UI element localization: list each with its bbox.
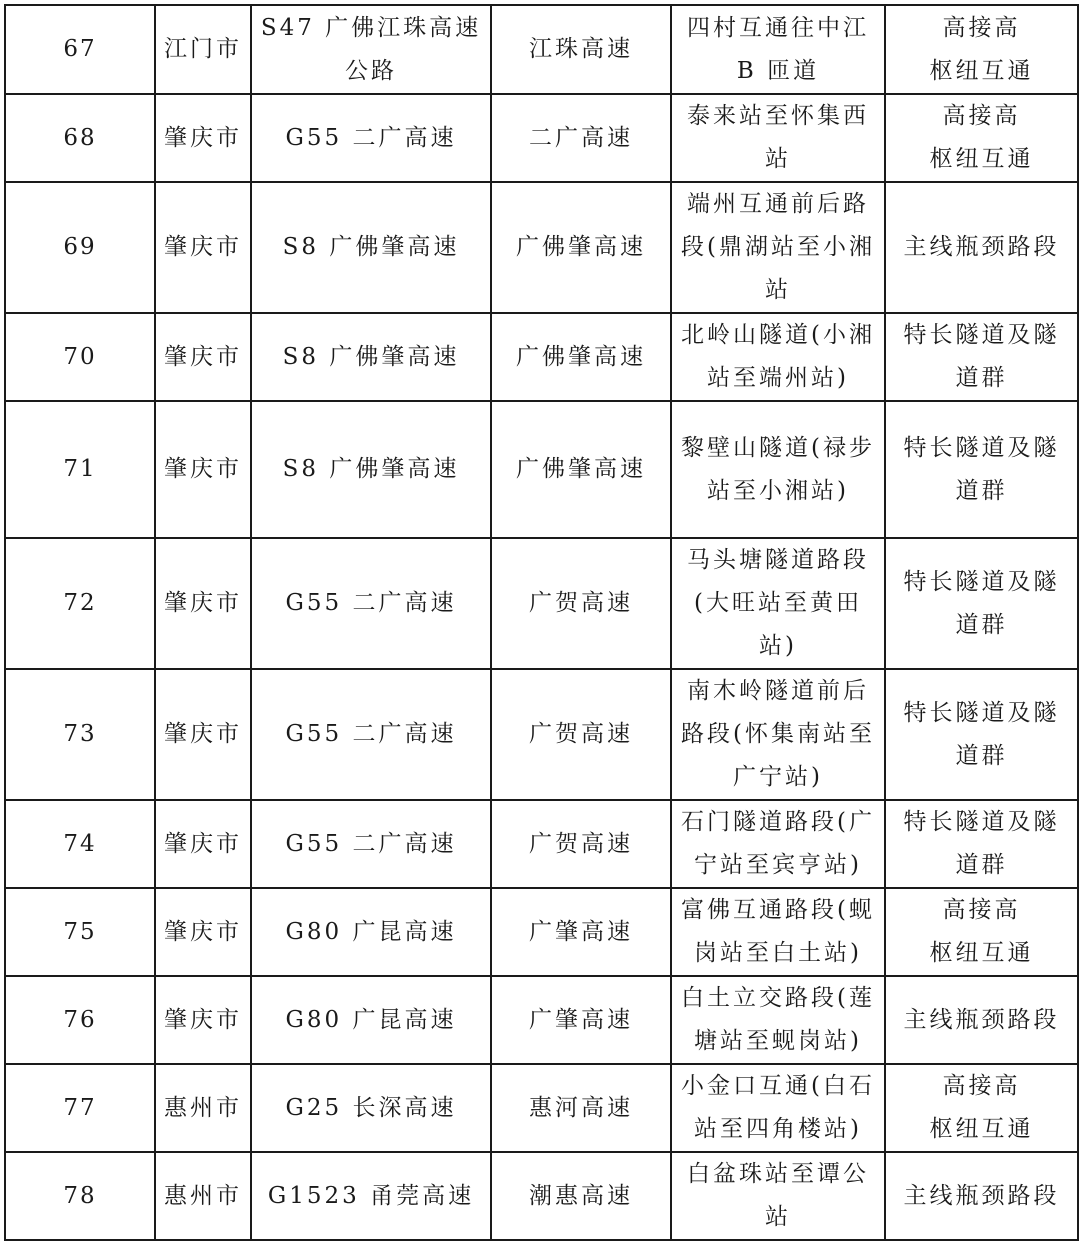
cell-node-type-line: 道群	[955, 742, 1008, 769]
table-row	[5, 800, 1078, 888]
table-row	[5, 538, 1078, 669]
cell-section	[671, 313, 885, 401]
cell-section-line: 站	[765, 1204, 791, 1230]
cell-route-line: G55 二广高速	[285, 590, 457, 616]
cell-section-line: 站	[765, 146, 791, 172]
cell-node-type	[885, 976, 1078, 1064]
table-body	[5, 5, 1078, 1240]
cell-number: 75	[5, 888, 155, 976]
cell-section-line: 站	[765, 277, 791, 303]
cell-road-name: 广贺高速	[491, 800, 671, 888]
cell-section-line: 端州互通前后路	[687, 191, 869, 217]
cell-section	[671, 538, 885, 669]
cell-node-type	[885, 1152, 1078, 1240]
cell-road-name: 广贺高速	[491, 669, 671, 800]
cell-node-type	[885, 182, 1078, 313]
cell-route	[251, 94, 491, 182]
cell-route-line: S8 广佛肇高速	[282, 234, 460, 260]
cell-section-line: 站至小湘站)	[707, 477, 849, 504]
cell-section	[671, 182, 885, 313]
cell-city: 江门市	[155, 5, 251, 94]
cell-road-name: 潮惠高速	[491, 1152, 671, 1240]
cell-section-line: 富佛互通路段(蚬	[681, 897, 875, 923]
cell-node-type-line: 高接高	[942, 14, 1021, 41]
cell-section-line: 白盆珠站至谭公	[687, 1161, 869, 1187]
cell-route	[251, 800, 491, 888]
cell-node-type-line: 枢纽互通	[929, 1116, 1034, 1142]
cell-number: 67	[5, 5, 155, 94]
cell-section	[671, 5, 885, 94]
cell-section-line: 四村互通往中江	[687, 14, 869, 41]
cell-node-type-line: 特长隧道及隧	[903, 434, 1060, 461]
highway-node-table	[4, 4, 1079, 1241]
cell-node-type-line: 枢纽互通	[929, 940, 1034, 966]
cell-node-type-line: 枢纽互通	[929, 57, 1034, 84]
table-row	[5, 182, 1078, 313]
cell-number: 71	[5, 401, 155, 538]
cell-route-line: S8 广佛肇高速	[282, 343, 460, 370]
cell-route-line: S47 广佛江珠高速	[260, 14, 482, 41]
cell-section-line: 站)	[759, 633, 797, 659]
cell-node-type-line: 特长隧道及隧	[903, 568, 1060, 595]
table-row	[5, 401, 1078, 538]
cell-city: 肇庆市	[155, 800, 251, 888]
cell-number: 72	[5, 538, 155, 669]
cell-city: 肇庆市	[155, 313, 251, 401]
cell-road-name: 广肇高速	[491, 976, 671, 1064]
cell-number: 70	[5, 313, 155, 401]
cell-section-line: 塘站至蚬岗站)	[694, 1028, 862, 1054]
cell-route-line: 公路	[345, 57, 397, 84]
table-row	[5, 976, 1078, 1064]
cell-number: 76	[5, 976, 155, 1064]
cell-section-line: 小金口互通(白石	[681, 1073, 875, 1099]
cell-road-name: 广佛肇高速	[491, 401, 671, 538]
cell-node-type-line: 主线瓶颈路段	[903, 1006, 1060, 1033]
cell-section-line: 宁站至宾亨站)	[694, 852, 862, 878]
cell-route	[251, 401, 491, 538]
cell-section-line: 岗站至白土站)	[694, 940, 862, 966]
cell-node-type-line: 特长隧道及隧	[903, 809, 1060, 835]
cell-node-type-line: 特长隧道及隧	[903, 699, 1060, 726]
cell-city: 肇庆市	[155, 976, 251, 1064]
cell-section-line: 石门隧道路段(广	[681, 809, 875, 835]
table-row	[5, 1152, 1078, 1240]
cell-node-type	[885, 1064, 1078, 1152]
cell-route-line: G55 二广高速	[285, 721, 457, 747]
cell-road-name: 广佛肇高速	[491, 313, 671, 401]
cell-section-line: 马头塘隧道路段	[687, 547, 869, 573]
table-row	[5, 313, 1078, 401]
cell-section	[671, 976, 885, 1064]
cell-route	[251, 313, 491, 401]
cell-route	[251, 5, 491, 94]
cell-node-type	[885, 401, 1078, 538]
cell-city: 肇庆市	[155, 182, 251, 313]
cell-section-line: 北岭山隧道(小湘	[681, 322, 875, 348]
table-row	[5, 1064, 1078, 1152]
cell-node-type	[885, 94, 1078, 182]
table-row	[5, 94, 1078, 182]
cell-node-type-line: 道群	[955, 611, 1008, 638]
cell-road-name: 江珠高速	[491, 5, 671, 94]
cell-number: 73	[5, 669, 155, 800]
cell-city: 肇庆市	[155, 888, 251, 976]
cell-section-line: 路段(怀集南站至	[681, 721, 875, 747]
cell-number: 68	[5, 94, 155, 182]
cell-section-line: (大旺站至黄田	[694, 590, 862, 616]
cell-route	[251, 976, 491, 1064]
cell-route	[251, 182, 491, 313]
cell-node-type-line: 高接高	[942, 897, 1021, 923]
cell-node-type	[885, 538, 1078, 669]
cell-route-line: S8 广佛肇高速	[282, 456, 460, 482]
cell-route	[251, 669, 491, 800]
cell-node-type	[885, 313, 1078, 401]
cell-section-line: 黎壁山隧道(禄步	[681, 434, 875, 461]
cell-route-line: G1523 甬莞高速	[267, 1182, 475, 1209]
cell-node-type-line: 枢纽互通	[929, 146, 1034, 172]
cell-section	[671, 1152, 885, 1240]
cell-city: 惠州市	[155, 1064, 251, 1152]
cell-city: 肇庆市	[155, 401, 251, 538]
cell-section-line: 广宁站)	[733, 764, 823, 790]
cell-number: 78	[5, 1152, 155, 1240]
cell-route-line: G25 长深高速	[285, 1094, 457, 1121]
cell-section	[671, 401, 885, 538]
cell-road-name: 广佛肇高速	[491, 182, 671, 313]
cell-node-type-line: 主线瓶颈路段	[903, 1182, 1060, 1209]
cell-node-type	[885, 800, 1078, 888]
cell-section-line: 泰来站至怀集西	[687, 103, 869, 129]
cell-road-name: 惠河高速	[491, 1064, 671, 1152]
cell-route-line: G80 广昆高速	[285, 918, 457, 945]
cell-node-type-line: 主线瓶颈路段	[903, 234, 1060, 260]
cell-section-line: 南木岭隧道前后	[687, 678, 869, 704]
cell-route-line: G55 二广高速	[285, 124, 457, 151]
cell-node-type-line: 道群	[955, 852, 1008, 878]
cell-node-type-line: 特长隧道及隧	[903, 322, 1060, 348]
cell-route-line: G80 广昆高速	[285, 1006, 457, 1033]
cell-section	[671, 888, 885, 976]
cell-route	[251, 538, 491, 669]
cell-node-type	[885, 5, 1078, 94]
cell-city: 惠州市	[155, 1152, 251, 1240]
cell-node-type	[885, 669, 1078, 800]
cell-city: 肇庆市	[155, 538, 251, 669]
cell-section-line: 站至四角楼站)	[694, 1116, 862, 1142]
cell-route-line: G55 二广高速	[285, 830, 457, 857]
table-row	[5, 669, 1078, 800]
cell-section	[671, 1064, 885, 1152]
cell-number: 74	[5, 800, 155, 888]
cell-section-line: 站至端州站)	[707, 365, 849, 391]
cell-section	[671, 94, 885, 182]
cell-node-type-line: 道群	[955, 365, 1008, 391]
cell-route	[251, 1064, 491, 1152]
cell-number: 77	[5, 1064, 155, 1152]
cell-node-type-line: 高接高	[942, 1073, 1021, 1099]
cell-route	[251, 1152, 491, 1240]
cell-section-line: 段(鼎湖站至小湘	[681, 234, 875, 260]
cell-section-line: B 匝道	[736, 57, 820, 84]
cell-section-line: 白土立交路段(莲	[681, 985, 875, 1011]
cell-road-name: 广贺高速	[491, 538, 671, 669]
cell-number: 69	[5, 182, 155, 313]
cell-road-name: 二广高速	[491, 94, 671, 182]
cell-route	[251, 888, 491, 976]
cell-road-name: 广肇高速	[491, 888, 671, 976]
cell-city: 肇庆市	[155, 669, 251, 800]
cell-section	[671, 669, 885, 800]
cell-section	[671, 800, 885, 888]
table-row	[5, 5, 1078, 94]
cell-node-type	[885, 888, 1078, 976]
cell-node-type-line: 道群	[955, 477, 1008, 504]
cell-city: 肇庆市	[155, 94, 251, 182]
table-row	[5, 888, 1078, 976]
cell-node-type-line: 高接高	[942, 103, 1021, 129]
